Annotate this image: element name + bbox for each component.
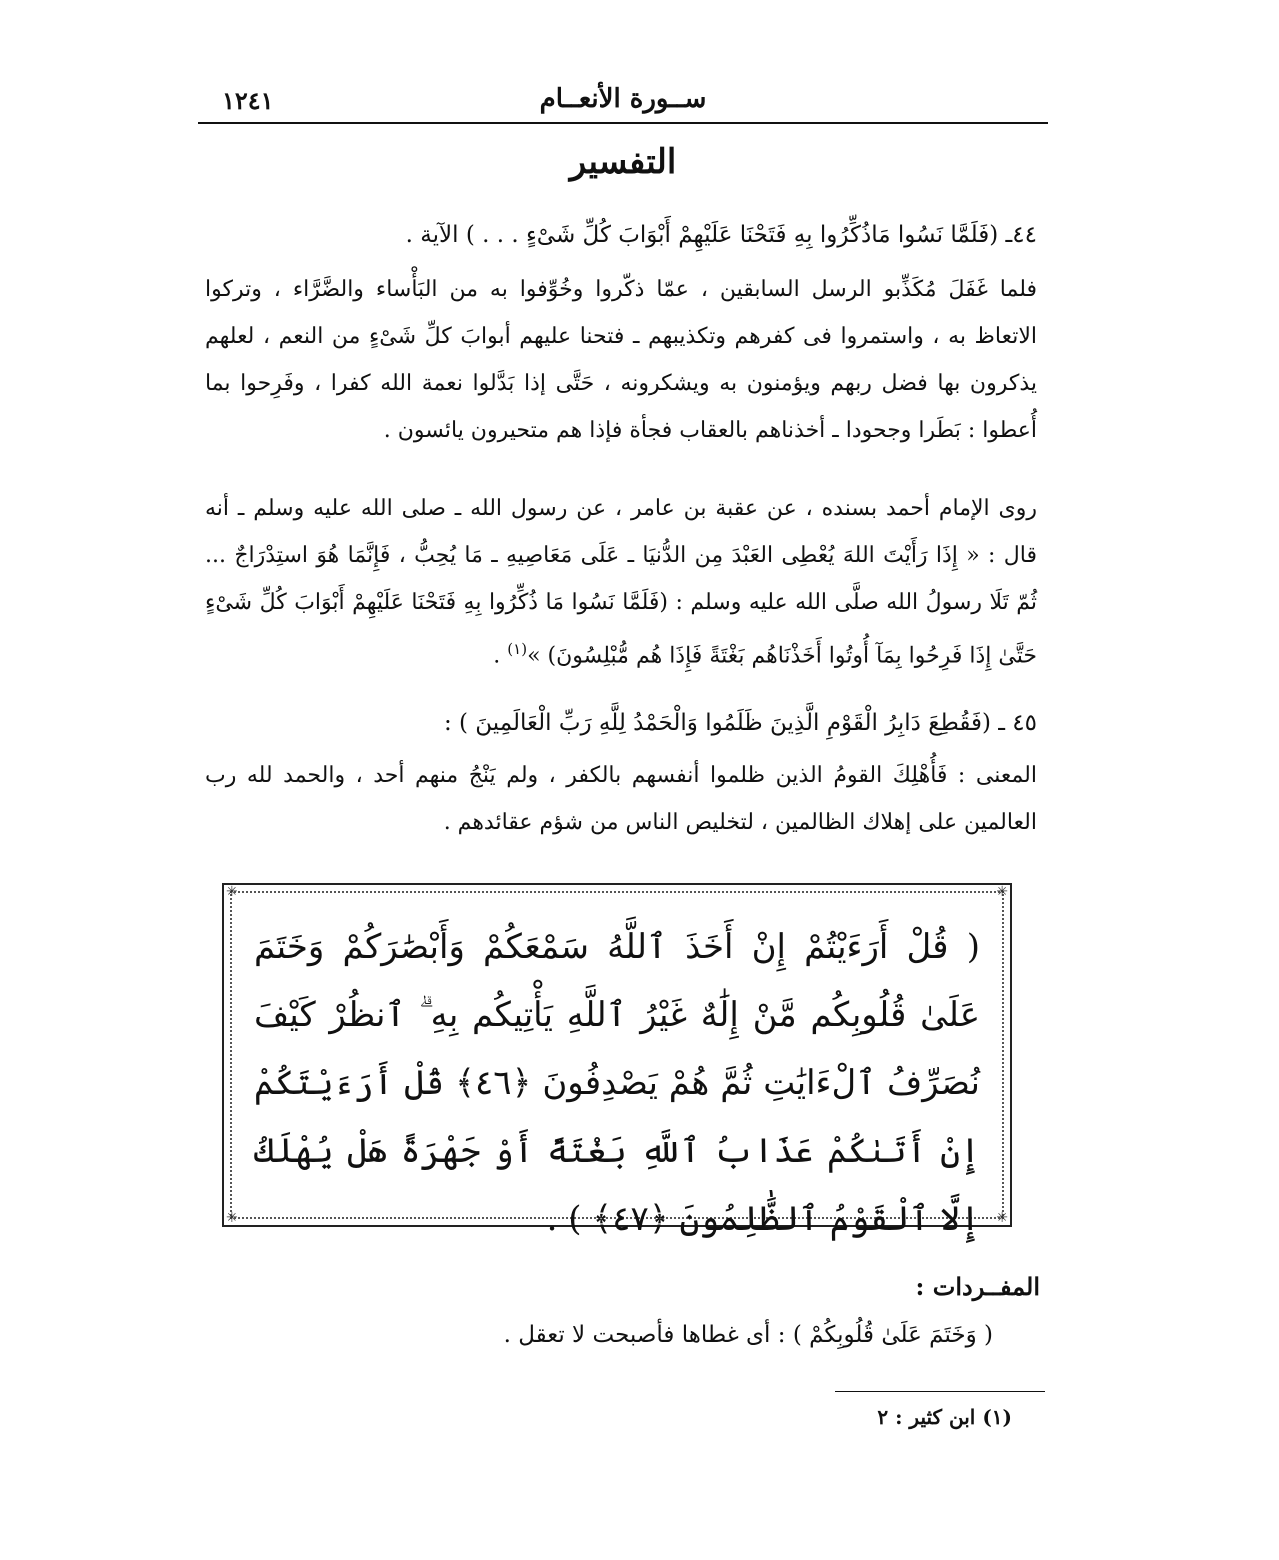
tafsir-paragraph-44: فلما غَفَلَ مُكَذِّبو الرسل السابقين ، عمّا ذكّروا وخُوِّفوا به من البَأْساء والضَّرَّاء ، وتركوا الاتعاظ به ، واستمروا فى كفرهم وتكذيبهم ـ فتحنا عليهم أبوابَ كلِّ شَىْءٍ من النعم ، لعلهم يذكرون بها فضل ربهم ويؤمنون به ويشكرونه ، حَتَّى إذا بَدَّلوا نعمة الله كفرا ، وفَرِحوا بما أُعطوا : بَطَرا وجحودا ـ أخذناهم بالعقاب فجأة فإذا هم متحيرون يائسون .	[205, 277, 1037, 443]
footnote-divider	[835, 1391, 1045, 1392]
corner-ornament-icon: ✳	[996, 1210, 1008, 1226]
hadith-paragraph: روى الإمام أحمد بسنده ، عن عقبة بن عامر ، عن رسول الله ـ صلى الله عليه وسلم ـ أنه قال : « إِذَا رَأَيْتَ اللهَ يُعْطِى العَبْدَ مِن الدُّنيَا ـ عَلَى مَعَاصِيهِ ـ مَا يُحِبُّ ، فَإِنَّمَا هُوَ استِدْرَاجٌ ... ثُمّ تَلَا رسولُ الله صلَّى الله عليه وسلم : (فَلَمَّا نَسُوا مَا ذُكِّرُوا بِهِ فَتَحْنَا عَلَيْهِمْ أَبْوَابَ كُلِّ شَىْءٍ حَتَّىٰ إِذَا فَرِحُوا بِمَآ أُوتُوا أَخَذْنَاهُم بَغْتَةً فَإِذَا هُم مُّبْلِسُونَ) »$^{(١)}$ .	[205, 496, 1037, 669]
footnote: (١) ابن كثير : ٢	[877, 1405, 1012, 1429]
page-header	[198, 78, 1048, 124]
corner-ornament-icon: ✳	[996, 884, 1008, 900]
vocabulary-title: المفــردات :	[915, 1272, 1040, 1301]
section-title: التفسير	[569, 142, 677, 182]
verse-44-heading: ٤٤ـ (فَلَمَّا نَسُوا مَاذُكِّرُوا بِهِ فَتَحْنَا عَلَيْهِمْ أَبْوَابَ كُلِّ شَىْءٍ . . . ) الآية .	[405, 222, 1037, 248]
quran-verse-box	[222, 883, 1012, 1239]
hadith-text: روى الإمام أحمد بسنده ، عن عقبة بن عامر ، عن رسول الله ـ صلى الله عليه وسلم ـ أنه قال : « إِذَا رَأَيْتَ اللهَ يُعْطِى العَبْدَ مِن الدُّنيَا ـ عَلَى مَعَاصِيهِ ـ مَا يُحِبُّ ، فَإِنَّمَا هُوَ استِدْرَاجٌ ... ثُمّ تَلَا رسولُ الله صلَّى الله عليه وسلم : (فَلَمَّا نَسُوا مَا ذُكِّرُوا بِهِ فَتَحْنَا عَلَيْهِمْ أَبْوَابَ كُلِّ شَىْءٍ حَتَّىٰ إِذَا فَرِحُوا بِمَآ أُوتُوا أَخَذْنَاهُم بَغْتَةً فَإِذَا هُم مُّبْلِسُونَ) »	[205, 496, 1037, 669]
quran-verses-46-47: ( قُلْ أَرَءَيْتُمْ إِنْ أَخَذَ ٱللَّهُ سَمْعَكُمْ وَأَبْصَٰرَكُمْ وَخَتَمَ عَلَىٰ قُلُوبِكُم مَّنْ إِلَٰهٌ غَيْرُ ٱللَّهِ يَأْتِيكُم بِهِ ۗ ٱنظُرْ كَيْفَ نُصَرِّفُ ٱلْءَايَٰتِ ثُمَّ هُمْ يَصْدِفُونَ ﴿٤٦﴾ قُلْ أَرَءَيْتَكُمْ إِنْ أَتَىٰكُمْ عَذَابُ ٱللَّهِ بَغْتَةً أَوْ جَهْرَةً هَلْ يُهْلَكُ إِلَّا ٱلْقَوْمُ ٱلظَّٰلِمُونَ ﴿٤٧﴾ ) .	[254, 927, 980, 1239]
verse-45-heading: ٤٥ ـ (فَقُطِعَ دَابِرُ الْقَوْمِ الَّذِينَ ظَلَمُوا وَالْحَمْدُ لِلَّهِ رَبِّ الْعَالَمِينَ ) :	[443, 710, 1037, 736]
meaning-paragraph-45: المعنى : فَأُهْلِكَ القومُ الذين ظلموا أنفسهم بالكفر ، ولم يَنْجُ منهم أحد ، والحمد لله رب العالمين على إهلاك الظالمين ، لتخليص الناس من شؤم عقائدهم .	[205, 763, 1037, 835]
corner-ornament-icon: ✳	[226, 884, 238, 900]
footnote-marker: (١)	[507, 640, 528, 658]
page-number: ١٢٤١	[222, 86, 274, 115]
vocabulary-entry: ( وَخَتَمَ عَلَىٰ قُلُوبِكُمْ ) : أى غطاها فأصبحت لا تعقل .	[503, 1322, 993, 1348]
corner-ornament-icon: ✳	[226, 1210, 238, 1226]
surah-title: ســورة الأنعــام	[539, 84, 707, 114]
